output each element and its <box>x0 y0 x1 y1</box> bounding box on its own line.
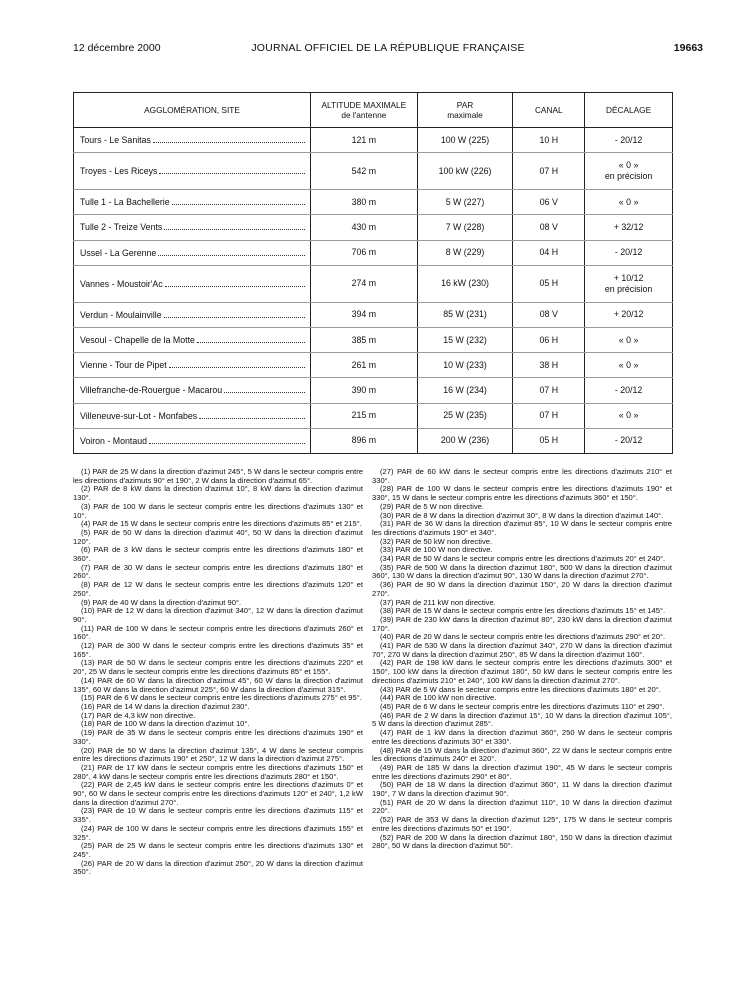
table-body <box>74 128 673 454</box>
site-name: Tulle 2 - Treize Vents <box>80 222 163 233</box>
cell-site <box>74 215 311 240</box>
cell-par: 10 W (233) <box>417 353 513 378</box>
cell-decalage <box>585 153 673 190</box>
footnote: (37) PAR de 211 kW non directive. <box>380 597 496 607</box>
decalage-value: - 20/12 <box>614 384 643 395</box>
cell-par: 25 W (235) <box>417 403 513 428</box>
decalage-value: - 20/12 <box>614 435 643 446</box>
cell-altitude: 261 m <box>310 353 417 378</box>
footnote: (32) PAR de 50 kW non directive. <box>380 536 493 546</box>
cell-canal: 07 H <box>513 153 585 190</box>
cell-site <box>74 190 311 215</box>
decalage-value: - 20/12 <box>614 247 643 258</box>
table-row <box>74 378 673 403</box>
site-name: Tours - Le Sanitas <box>80 135 151 146</box>
site-name: Villeneuve-sur-Lot - Monfabes <box>80 410 198 421</box>
footnote: (30) PAR de 8 W dans la direction d'azimut 30°, 8 W dans la direction d'azimut 140°. <box>380 510 664 520</box>
footnote: (11) PAR de 100 W dans le secteur compris entre les directions d'azimuts 260° et 160°. <box>73 623 363 642</box>
site-name: Tulle 1 - La Bachellerie <box>80 197 170 208</box>
footnote: (5) PAR de 50 W dans la direction d'azimut 40°, 50 W dans la direction d'azimut 120°. <box>73 527 363 546</box>
col-header-canal: CANAL <box>513 93 585 128</box>
footnote: (21) PAR de 17 kW dans le secteur compris entre les directions d'azimuts 150° et 280°, 4 kW dans le secteur compris entre les directions d'azimuts 280° et 150°. <box>73 762 363 781</box>
cell-par: 16 kW (230) <box>417 265 513 302</box>
cell-canal: 06 V <box>513 190 585 215</box>
cell-altitude: 121 m <box>310 128 417 153</box>
sites-table <box>73 92 673 454</box>
cell-canal: 10 H <box>513 128 585 153</box>
table-header-row <box>74 93 673 128</box>
site-name: Vienne - Tour de Pipet <box>80 360 167 371</box>
footnotes-left-column <box>73 468 363 877</box>
footnote: (17) PAR de 4,3 kW non directive. <box>81 710 196 720</box>
footnote: (40) PAR de 20 W dans le secteur compris entre les directions d'azimuts 290° et 20°. <box>380 632 666 642</box>
cell-decalage <box>585 302 673 327</box>
footnote: (19) PAR de 35 W dans le secteur compris entre les directions d'azimuts 190° et 330°. <box>73 728 363 746</box>
footnote: (10) PAR de 12 W dans la direction d'azimut 340°, 12 W dans la direction d'azimut 90°. <box>73 606 363 624</box>
col-header-site: AGGLOMÉRATION, SITE <box>74 93 311 128</box>
footnote: (49) PAR de 185 W dans la direction d'azimut 190°, 45 W dans le secteur compris entre les directions d'azimuts 290° et 80°. <box>372 762 672 781</box>
cell-site <box>74 327 311 352</box>
site-name: Vesoul - Chapelle de la Motte <box>80 335 195 346</box>
footnote: (47) PAR de 1 kW dans la direction d'azimut 360°, 250 W dans le secteur compris entre les directions d'azimuts 30° et 330°. <box>372 728 672 746</box>
footnote: (3) PAR de 100 W dans le secteur compris entre les directions d'azimuts 130° et 10°. <box>73 501 363 520</box>
cell-par: 85 W (231) <box>417 302 513 327</box>
table-row <box>74 265 673 302</box>
table-row <box>74 215 673 240</box>
cell-decalage <box>585 215 673 240</box>
cell-decalage <box>585 428 673 453</box>
cell-altitude: 430 m <box>310 215 417 240</box>
decalage-value: « 0 » <box>618 160 639 171</box>
footnote: (38) PAR de 15 W dans le secteur compris entre les directions d'azimuts 15° et 145°. <box>380 606 666 616</box>
dotted-leader <box>224 384 305 393</box>
dotted-leader <box>199 410 305 419</box>
dotted-leader <box>149 435 305 444</box>
footnote: (26) PAR de 20 W dans la direction d'azimut 250°, 20 W dans la direction d'azimut 350°. <box>73 858 363 877</box>
cell-altitude: 896 m <box>310 428 417 453</box>
footnote: (44) PAR de 100 kW non directive. <box>380 693 497 703</box>
table-row <box>74 302 673 327</box>
cell-decalage <box>585 403 673 428</box>
dotted-leader <box>197 334 305 343</box>
table-row <box>74 403 673 428</box>
footnote: (13) PAR de 50 W dans le secteur compris entre les directions d'azimuts 220° et 20°, 25 W dans le secteur compris entre les directions d'azimuts 85° et 155°. <box>73 658 363 677</box>
site-name: Vannes - Moustoir'Ac <box>80 278 163 289</box>
site-name: Troyes - Les Riceys <box>80 166 158 177</box>
cell-par: 5 W (227) <box>417 190 513 215</box>
decalage-note: en précision <box>604 171 653 182</box>
dotted-leader <box>159 165 305 174</box>
table-row <box>74 128 673 153</box>
footnotes-right-column <box>372 468 672 851</box>
table-row <box>74 240 673 265</box>
footnote: (1) PAR de 25 W dans la direction d'azimut 245°, 5 W dans le secteur compris entre les directions d'azimuts 90° et 190°, 2 W dans la direction d'azimut 65°. <box>73 467 363 485</box>
cell-par: 8 W (229) <box>417 240 513 265</box>
journal-title: JOURNAL OFFICIEL DE LA RÉPUBLIQUE FRANÇAISE <box>251 42 525 54</box>
dotted-leader <box>165 278 305 287</box>
cell-par: 7 W (228) <box>417 215 513 240</box>
footnote: (22) PAR de 2,45 kW dans le secteur compris entre les directions d'azimuts 0° et 90°, 60 W dans le secteur compris entre les directions d'azimuts 120° et 240°, 1,2 kW dans la direction d'azimut 270°. <box>73 780 363 807</box>
cell-canal: 08 V <box>513 215 585 240</box>
footnote: (25) PAR de 25 W dans le secteur compris entre les directions d'azimuts 130° et 245°. <box>73 841 363 859</box>
footnote: (50) PAR de 18 W dans la direction d'azimut 360°, 11 W dans la direction d'azimut 190°, 7 W dans la direction d'azimut 90°. <box>372 780 672 799</box>
cell-altitude: 390 m <box>310 378 417 403</box>
cell-altitude: 274 m <box>310 265 417 302</box>
dotted-leader <box>172 196 305 205</box>
cell-par: 200 W (236) <box>417 428 513 453</box>
table-row <box>74 327 673 352</box>
cell-decalage <box>585 378 673 403</box>
cell-decalage <box>585 128 673 153</box>
cell-site <box>74 240 311 265</box>
dotted-leader <box>169 359 305 368</box>
page-number: 19663 <box>673 42 703 54</box>
table-row <box>74 353 673 378</box>
cell-canal: 06 H <box>513 327 585 352</box>
footnote: (51) PAR de 20 W dans la direction d'azimut 110°, 10 W dans la direction d'azimut 220°. <box>372 797 672 816</box>
cell-canal: 08 V <box>513 302 585 327</box>
footnote: (43) PAR de 5 W dans le secteur compris entre les directions d'azimuts 180° et 20°. <box>380 684 661 694</box>
dotted-leader <box>158 247 305 256</box>
cell-decalage <box>585 265 673 302</box>
footnote: (48) PAR de 15 W dans la direction d'azimut 360°, 22 W dans le secteur compris entre les directions d'azimuts 240° et 320°. <box>372 745 672 764</box>
table-row <box>74 153 673 190</box>
cell-site <box>74 428 311 453</box>
decalage-value: + 32/12 <box>613 221 644 232</box>
footnote: (15) PAR de 6 W dans le secteur compris entre les directions d'azimuts 275° et 95°. <box>81 693 362 703</box>
decalage-value: « 0 » <box>618 196 639 207</box>
decalage-value: + 10/12 <box>613 272 644 283</box>
footnote: (45) PAR de 6 W dans le secteur compris entre les directions d'azimuts 110° et 290°. <box>380 701 665 711</box>
cell-par: 15 W (232) <box>417 327 513 352</box>
cell-decalage <box>585 327 673 352</box>
footnote: (41) PAR de 530 W dans la direction d'azimut 340°, 270 W dans la direction d'azimut 70°, 270 W dans la direction d'azimut 250°, 85 W dans la direction d'azimut 160°. <box>372 641 672 659</box>
footnote: (52) PAR de 353 W dans la direction d'azimut 125°, 175 W dans le secteur compris entre les directions d'azimuts 50° et 190°. <box>372 815 672 833</box>
decalage-value: « 0 » <box>618 359 639 370</box>
cell-altitude: 385 m <box>310 327 417 352</box>
cell-par: 100 W (225) <box>417 128 513 153</box>
cell-site <box>74 378 311 403</box>
footnote: (16) PAR de 14 W dans la direction d'azimut 230°. <box>81 701 250 711</box>
decalage-value: + 20/12 <box>613 309 644 320</box>
footnote: (34) PAR de 50 W dans le secteur compris entre les directions d'azimuts 20° et 240°. <box>380 554 666 564</box>
col-header-par: PAR maximale <box>417 93 513 128</box>
site-name: Verdun - Moulainville <box>80 309 162 320</box>
cell-site <box>74 265 311 302</box>
decalage-value: « 0 » <box>618 334 639 345</box>
cell-par: 16 W (234) <box>417 378 513 403</box>
decalage-value: - 20/12 <box>614 134 643 145</box>
footnote: (20) PAR de 50 W dans la direction d'azimut 135°, 4 W dans le secteur compris entre les directions d'azimuts 190° et 250°, 12 W dans la direction d'azimut 275°. <box>73 745 363 764</box>
page-header <box>73 42 703 56</box>
table-row <box>74 190 673 215</box>
site-name: Villefranche-de-Rouergue - Macarou <box>80 385 223 396</box>
cell-site <box>74 403 311 428</box>
cell-decalage <box>585 353 673 378</box>
cell-site <box>74 302 311 327</box>
footnote: (6) PAR de 3 kW dans le secteur compris entre les directions d'azimuts 180° et 360°. <box>73 545 363 564</box>
col-header-altitude: ALTITUDE MAXIMALE de l'antenne <box>310 93 417 128</box>
cell-decalage <box>585 190 673 215</box>
cell-canal: 05 H <box>513 265 585 302</box>
footnote: (12) PAR de 300 W dans le secteur compris entre les directions d'azimuts 35° et 165°. <box>73 641 363 659</box>
cell-par: 100 kW (226) <box>417 153 513 190</box>
footnote: (39) PAR de 230 kW dans la direction d'azimut 80°, 230 kW dans la direction d'azimut 170°. <box>372 614 672 633</box>
footnote: (52) PAR de 200 W dans la direction d'azimut 180°, 150 W dans la direction d'azimut 280°, 50 W dans la direction d'azimut 50°. <box>372 832 672 851</box>
cell-canal: 05 H <box>513 428 585 453</box>
footnote: (7) PAR de 30 W dans le secteur compris entre les directions d'azimuts 180° et 260°. <box>73 562 363 581</box>
col-header-decalage: DÉCALAGE <box>585 93 673 128</box>
site-name: Ussel - La Gerenne <box>80 247 157 258</box>
footnote: (31) PAR de 36 W dans la direction d'azimut 85°, 10 W dans le secteur compris entre les directions d'azimuts 190° et 340°. <box>372 519 672 537</box>
cell-site <box>74 353 311 378</box>
footnote: (36) PAR de 90 W dans la direction d'azimut 150°, 20 W dans la direction d'azimut 270°. <box>372 580 672 598</box>
cell-canal: 07 H <box>513 403 585 428</box>
cell-canal: 07 H <box>513 378 585 403</box>
site-name: Voiron - Montaud <box>80 435 147 446</box>
cell-canal: 38 H <box>513 353 585 378</box>
footnote: (35) PAR de 500 W dans la direction d'azimut 180°, 500 W dans la direction d'azimut 360°, 130 W dans la direction d'azimut 90°, 130 W dans la direction d'azimut 270°. <box>372 562 672 581</box>
footnote: (8) PAR de 12 W dans le secteur compris entre les directions d'azimuts 120° et 250°. <box>73 580 363 598</box>
footnote: (28) PAR de 100 W dans le secteur compris entre les directions d'azimuts 190° et 330°, 15 W dans le secteur compris entre les directions d'azimuts 360° et 150°. <box>372 484 672 503</box>
footnote: (18) PAR de 100 W dans la direction d'azimut 10°. <box>81 719 250 729</box>
footnote: (46) PAR de 2 W dans la direction d'azimut 15°, 10 W dans la direction d'azimut 105°, 5 W dans la direction d'azimut 285°. <box>372 710 672 729</box>
footnote: (27) PAR de 60 kW dans le secteur compris entre les directions d'azimuts 210° et 330°. <box>372 467 672 485</box>
footnote: (29) PAR de 5 W non directive. <box>380 501 485 511</box>
footnote: (24) PAR de 100 W dans le secteur compris entre les directions d'azimuts 155° et 325°. <box>73 823 363 842</box>
cell-decalage <box>585 240 673 265</box>
cell-site <box>74 153 311 190</box>
footnote: (42) PAR de 198 kW dans le secteur compris entre les directions d'azimuts 300° et 150°, 100 kW dans la direction d'azimut 180°, 50 kW dans le secteur compris entre les directions d'azimuts 210° et 240°, 100 kW dans la direction d'azimut 270°. <box>372 658 672 685</box>
cell-altitude: 542 m <box>310 153 417 190</box>
dotted-leader <box>164 309 305 318</box>
cell-canal: 04 H <box>513 240 585 265</box>
cell-altitude: 380 m <box>310 190 417 215</box>
table-row <box>74 428 673 453</box>
cell-altitude: 215 m <box>310 403 417 428</box>
header-date: 12 décembre 2000 <box>73 42 161 54</box>
decalage-value: « 0 » <box>618 410 639 421</box>
footnote: (9) PAR de 40 W dans la direction d'azimut 90°. <box>81 597 242 607</box>
footnote: (33) PAR de 100 W non directive. <box>380 545 493 555</box>
cell-altitude: 394 m <box>310 302 417 327</box>
footnote: (4) PAR de 15 W dans le secteur compris entre les directions d'azimuts 85° et 215°. <box>81 519 362 529</box>
decalage-note: en précision <box>604 283 653 294</box>
cell-altitude: 706 m <box>310 240 417 265</box>
footnote: (14) PAR de 60 W dans la direction d'azimut 45°, 60 W dans la direction d'azimut 135°, 60 W dans la direction d'azimut 225°, 60 W dans la direction d'azimut 315°. <box>73 675 363 694</box>
dotted-leader <box>164 221 305 230</box>
footnote: (2) PAR de 8 kW dans la direction d'azimut 10°, 8 kW dans la direction d'azimut 130°. <box>73 484 363 503</box>
footnote: (23) PAR de 10 W dans le secteur compris entre les directions d'azimuts 115° et 335°. <box>73 806 363 825</box>
dotted-leader <box>153 134 305 143</box>
cell-site <box>74 128 311 153</box>
